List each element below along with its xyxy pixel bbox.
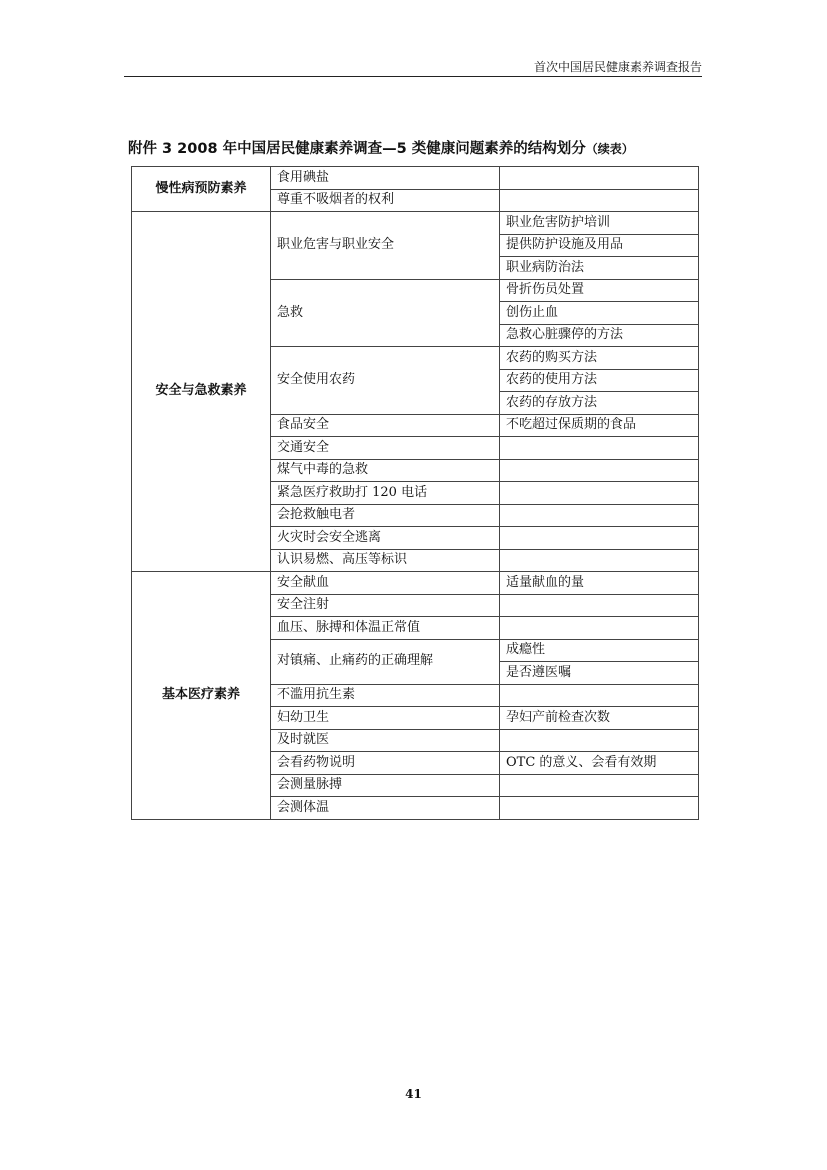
detail-cell: 创伤止血 [500,302,699,325]
caption-continued: （续表） [585,142,634,156]
detail-cell [500,527,699,550]
topic-cell: 会测体温 [271,797,500,820]
table-row [132,212,699,235]
detail-cell: 提供防护设施及用品 [500,234,699,257]
detail-cell [500,549,699,572]
detail-cell: 急救心脏骤停的方法 [500,324,699,347]
literacy-structure-table [131,166,699,820]
detail-cell: 职业病防治法 [500,257,699,280]
topic-cell: 妇幼卫生 [271,707,500,730]
topic-cell: 紧急医疗救助打 120 电话 [271,482,500,505]
topic-cell: 职业危害与职业安全 [271,212,500,280]
detail-cell: 农药的存放方法 [500,392,699,415]
detail-cell: 农药的购买方法 [500,347,699,370]
caption-title: 附件 3 2008 年中国居民健康素养调查—5 类健康问题素养的结构划分 [128,141,586,157]
topic-cell: 安全使用农药 [271,347,500,415]
category-cell: 安全与急救素养 [132,212,271,572]
topic-cell: 及时就医 [271,729,500,752]
detail-cell: 孕妇产前检查次数 [500,707,699,730]
detail-cell: 适量献血的量 [500,572,699,595]
category-cell: 基本医疗素养 [132,572,271,820]
topic-cell: 血压、脉搏和体温正常值 [271,617,500,640]
detail-cell: 成瘾性 [500,639,699,662]
topic-cell: 安全注射 [271,594,500,617]
topic-cell: 会看药物说明 [271,752,500,775]
topic-cell: 不滥用抗生素 [271,684,500,707]
topic-cell: 对镇痛、止痛药的正确理解 [271,639,500,684]
detail-cell: 是否遵医嘱 [500,662,699,685]
detail-cell: OTC 的意义、会看有效期 [500,752,699,775]
table-row [132,572,699,595]
detail-cell [500,594,699,617]
topic-cell: 尊重不吸烟者的权利 [271,189,500,212]
page-number: 41 [405,1087,422,1101]
detail-cell [500,504,699,527]
topic-cell: 认识易燃、高压等标识 [271,549,500,572]
detail-cell [500,797,699,820]
detail-cell: 不吃超过保质期的食品 [500,414,699,437]
detail-cell [500,459,699,482]
topic-cell: 食用碘盐 [271,167,500,190]
detail-cell [500,684,699,707]
table-row [132,167,699,190]
topic-cell: 急救 [271,279,500,347]
detail-cell [500,482,699,505]
topic-cell: 食品安全 [271,414,500,437]
detail-cell [500,437,699,460]
topic-cell: 煤气中毒的急救 [271,459,500,482]
table-body [132,167,699,820]
topic-cell: 会测量脉搏 [271,774,500,797]
detail-cell [500,729,699,752]
topic-cell: 会抢救触电者 [271,504,500,527]
detail-cell [500,774,699,797]
topic-cell: 安全献血 [271,572,500,595]
topic-cell: 火灾时会安全逃离 [271,527,500,550]
category-cell: 慢性病预防素养 [132,167,271,212]
detail-cell [500,167,699,190]
detail-cell [500,617,699,640]
topic-cell: 交通安全 [271,437,500,460]
detail-cell [500,189,699,212]
detail-cell: 骨折伤员处置 [500,279,699,302]
table-caption [128,137,728,158]
header-rule [124,76,702,77]
detail-cell: 农药的使用方法 [500,369,699,392]
running-header: 首次中国居民健康素养调查报告 [533,60,702,74]
detail-cell: 职业危害防护培训 [500,212,699,235]
